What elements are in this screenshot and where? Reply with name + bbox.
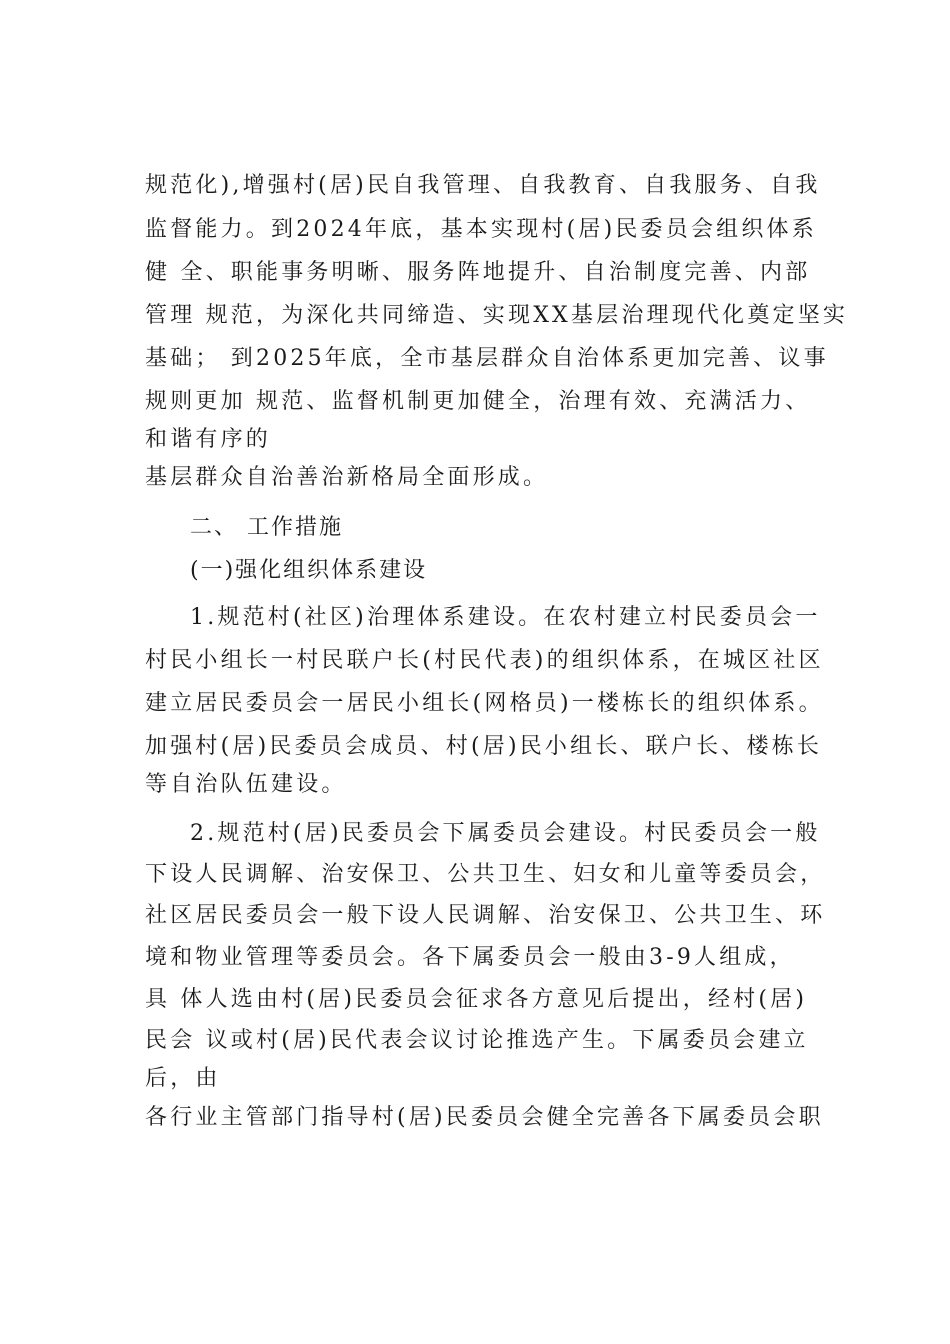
paragraph-line: 境和物业管理等委员会。各下属委员会一般由3-9人组成， [145,945,795,970]
paragraph-line: 村民小组长一村民联户长(村民代表)的组织体系，在城区社区 [145,648,824,673]
paragraph-line: 健 全、职能事务明晰、服务阵地提升、自治制度完善、内部 [145,260,811,285]
paragraph-line: 后，由 [145,1066,221,1091]
section-heading: 二、 工作措施 [190,515,343,540]
paragraph-line: 下设人民调解、治安保卫、公共卫生、妇女和儿童等委员会， [145,862,826,887]
paragraph-line: 基层群众自治善治新格局全面形成。 [145,465,549,490]
paragraph-line: 规则更加 规范、监督机制更加健全，治理有效、充满活力、 [145,389,811,414]
paragraph-line: 等自治队伍建设。 [145,772,347,797]
paragraph-line: 民会 议或村(居)民代表会议讨论推选产生。下属委员会建立 [145,1028,809,1053]
subsection-heading: (一)强化组织体系建设 [190,558,428,583]
paragraph-line: 1.规范村(社区)治理体系建设。在农村建立村民委员会一 [190,605,821,630]
paragraph-line: 建立居民委员会一居民小组长(网格员)一楼栋长的组织体系。 [145,691,824,716]
paragraph-line: 具 体人选由村(居)民委员会征求各方意见后提出，经村(居) [145,987,808,1012]
paragraph-line: 管理 规范，为深化共同缔造、实现XX基层治理现代化奠定坚实 [145,303,849,328]
paragraph-line: 各行业主管部门指导村(居)民委员会健全完善各下属委员会职 [145,1105,824,1130]
paragraph-line: 加强村(居)民委员会成员、村(居)民小组长、联户长、楼栋长 [145,734,823,759]
paragraph-line: 2.规范村(居)民委员会下属委员会建设。村民委员会一般 [190,821,821,846]
paragraph-line: 基础； 到2025年底，全市基层群众自治体系更加完善、议事 [145,346,829,371]
paragraph-line: 和谐有序的 [145,427,272,452]
paragraph-line: 社区居民委员会一般下设人民调解、治安保卫、公共卫生、环 [145,903,826,928]
paragraph-line: 规范化),增强村(居)民自我管理、自我教育、自我服务、自我 [145,173,821,198]
paragraph-line: 监督能力。到2024年底，基本实现村(居)民委员会组织体系 [145,217,817,242]
